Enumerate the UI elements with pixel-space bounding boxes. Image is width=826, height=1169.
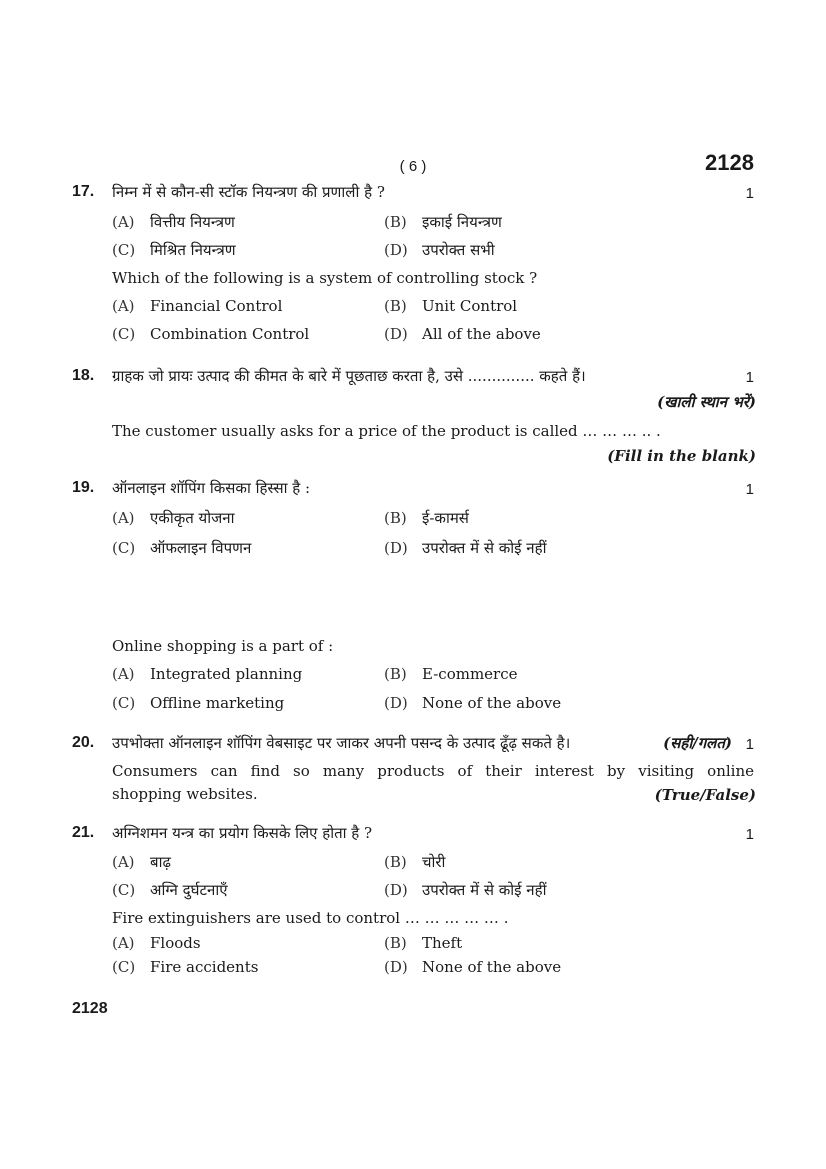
q21-english-option-b: (B) Theft: [384, 934, 463, 952]
q19-hindi-option-b: (B) ई-कामर्स: [384, 509, 469, 527]
q19-hindi-option-d: (D) उपरोक्त में से कोई नहीं: [384, 539, 547, 557]
q19-hindi-option-a: (A) एकीकृत योजना: [112, 509, 235, 527]
q17-hindi-option-b: (B) इकाई नियन्त्रण: [384, 213, 502, 231]
question-19-number: 19.: [72, 479, 95, 496]
q21-hindi-option-c: (C) अग्नि दुर्घटनाएँ: [112, 881, 228, 899]
q17-hindi-option-a: (A) वित्तीय नियन्त्रण: [112, 213, 235, 231]
question-17-english: Which of the following is a system of controlling stock ?: [112, 269, 538, 287]
q21-english-option-d: (D) None of the above: [384, 958, 562, 976]
question-20-english-line-2: shopping websites.: [112, 785, 258, 803]
question-18-marks: 1: [745, 369, 754, 386]
page-number: ( 6 ): [399, 158, 427, 175]
q17-english-option-c: (C) Combination Control: [112, 325, 310, 343]
q17-english-option-d: (D) All of the above: [384, 325, 541, 343]
q17-english-option-b: (B) Unit Control: [384, 297, 518, 315]
q17-hindi-option-c: (C) मिश्रित नियन्त्रण: [112, 241, 236, 259]
q21-hindi-option-b: (B) चोरी: [384, 853, 446, 871]
question-21-english: Fire extinguishers are used to control … … … … … .: [112, 909, 509, 927]
q19-english-option-a: (A) Integrated planning: [112, 665, 303, 683]
question-18-english: The customer usually asks for a price of the product is called … … … .. .: [112, 422, 661, 440]
q21-english-option-c: (C) Fire accidents: [112, 958, 259, 976]
question-17-hindi: निम्न में से कौन-सी स्टॉक नियन्त्रण की प्रणाली है ?: [112, 183, 385, 201]
q17-english-option-a: (A) Financial Control: [112, 297, 283, 315]
q21-hindi-option-d: (D) उपरोक्त में से कोई नहीं: [384, 881, 547, 899]
question-19-english: Online shopping is a part of :: [112, 637, 334, 655]
q19-english-option-c: (C) Offline marketing: [112, 694, 285, 712]
q21-english-option-a: (A) Floods: [112, 934, 201, 952]
question-17-marks: 1: [745, 185, 754, 202]
question-19-marks: 1: [745, 481, 754, 498]
question-18-hindi-tag: (खाली स्थान भरें): [657, 393, 756, 411]
question-20-english-line-1: Consumers can find so many products of their interest by visiting online: [112, 762, 754, 780]
q19-english-option-b: (B) E-commerce: [384, 665, 518, 683]
q17-hindi-option-d: (D) उपरोक्त सभी: [384, 241, 495, 259]
question-19-hindi: ऑनलाइन शॉपिंग किसका हिस्सा है :: [112, 479, 311, 497]
q19-english-option-d: (D) None of the above: [384, 694, 562, 712]
question-20-marks: 1: [745, 736, 754, 753]
question-18-english-tag: (Fill in the blank): [607, 447, 756, 465]
question-17-number: 17.: [72, 183, 95, 200]
q19-hindi-option-c: (C) ऑफलाइन विपणन: [112, 539, 252, 557]
question-20-hindi: उपभोक्ता ऑनलाइन शॉपिंग वेबसाइट पर जाकर अपनी पसन्द के उत्पाद ढूँढ़ सकते है।: [112, 734, 571, 752]
question-21-hindi: अग्निशमन यन्त्र का प्रयोग किसके लिए होता है ?: [112, 824, 373, 842]
paper-code-header: 2128: [705, 150, 754, 175]
q21-hindi-option-a: (A) बाढ़: [112, 853, 171, 871]
question-20-english-tag: (True/False): [654, 786, 756, 804]
question-21-number: 21.: [72, 824, 95, 841]
question-20-number: 20.: [72, 734, 95, 751]
question-21-marks: 1: [745, 826, 754, 843]
question-20-hindi-tag: (सही/गलत): [663, 734, 732, 752]
paper-code-footer: 2128: [72, 1000, 108, 1017]
question-18-number: 18.: [72, 367, 95, 384]
question-18-hindi: ग्राहक जो प्रायः उत्पाद की कीमत के बारे में पूछताछ करता है, उसे .............. कहते हैं।: [112, 367, 586, 385]
